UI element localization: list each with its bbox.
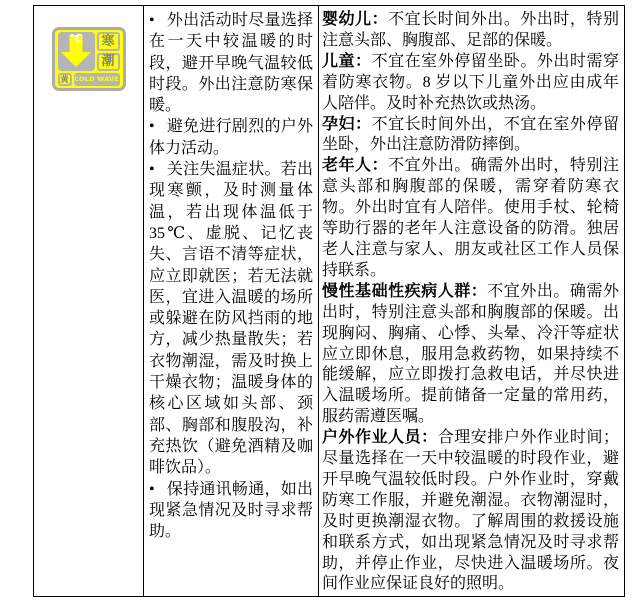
group-label: 孕妇： [322, 115, 372, 133]
cold-wave-english-label: COLD WAVE [74, 73, 120, 86]
bullet-marker: • [149, 12, 155, 29]
group-advice-pregnant-women [322, 115, 619, 157]
group-advice-cell [319, 6, 624, 596]
general-advice-text: 避免进行剧烈的户外体力活动。 [149, 118, 313, 157]
group-text: 不宜长时间外出。外出时，特别注意头部、胸腹部、足部的保暖。 [322, 11, 619, 49]
bullet-marker: • [149, 118, 155, 136]
icon-top-row [58, 32, 120, 71]
general-advice-bullet-3 [149, 159, 313, 478]
group-label: 婴幼儿： [322, 11, 389, 28]
celsius-symbol: ℃ [69, 32, 83, 45]
group-advice-elderly [322, 156, 619, 281]
hanzi-wave-char: 潮 [97, 53, 120, 72]
general-advice-cell [144, 6, 319, 596]
temperature-down-arrow-icon [58, 32, 95, 71]
group-label: 户外作业人员： [322, 429, 438, 447]
icon-hanzi-column [97, 32, 120, 71]
group-text: 合理安排户外作业时间；尽量选择在一天中较温暖的时段作业，避开早晚气温较低时段。户外作业时，穿戴防寒工作服，并避免潮湿。衣物潮湿时，及时更换潮湿衣物。了解周围的救援设施和联系方式，如出现紧急情况及时寻求帮助，并停止作业，尽快进入温暖场所。夜间作业应保证良好的照明。 [322, 429, 619, 593]
general-advice-bullet-1 [149, 10, 313, 116]
cold-wave-yellow-warning-icon [52, 27, 126, 91]
group-text: 不宜外出。确需外出时，特别注意头部和胸腹部的保暖。出现胸闷、胸痛、心悸、头晕、冷汗等症状应立即休息，服用急救药物，如果持续不能缓解，应立即拨打急救电话，并尽快进入温暖场所。提前储备一定量的常用药，服药需遵医嘱。 [322, 282, 619, 426]
general-advice-text: 保持通讯畅通，如出现紧急情况及时寻求帮助。 [149, 480, 313, 541]
general-advice-bullet-2 [149, 116, 313, 159]
bullet-marker: • [149, 161, 155, 179]
hanzi-cold-char: 寒 [97, 32, 120, 51]
group-label: 儿童： [322, 52, 372, 70]
group-text: 不宜长时间外出，不宜在室外停留坐卧，外出注意防滑防摔倒。 [322, 115, 619, 154]
group-text: 不宜在室外停留坐卧。外出时需穿着防寒衣物。8 岁以下儿童外出应由成年人陪伴。及时补充热饮或热汤。 [322, 52, 619, 112]
group-text: 不宜外出。确需外出时，特别注意头部和胸腹部的保暖，需穿着防寒衣物。外出时宜有人陪伴。使用手杖、轮椅等助行器的老年人注意设备的防滑。独居老人注意与家人、朋友或社区工作人员保持联系。 [322, 157, 619, 279]
general-advice-bullet-4 [149, 479, 313, 543]
icon-bottom-row [58, 73, 120, 86]
arrow-head [61, 52, 91, 67]
group-advice-infants [322, 10, 619, 52]
bullet-marker: • [149, 480, 155, 498]
group-advice-outdoor-workers [322, 428, 619, 595]
group-label: 慢性基础性疾病人群： [322, 282, 488, 300]
general-advice-text: 关注失温症状。若出现寒颤，及时测量体温，若出现体温低于 35℃、虚脱、记忆丧失、言语不清等症状，应立即就医；若无法就医，宜进入温暖的场所或躲避在防风挡雨的地方，减少热量散失；若衣物潮湿，需及时换上干燥衣物；温暖身体的核心区域如头部、颈部、胸部和腹股沟，补充热饮（避免酒精及咖啡饮品）。 [149, 161, 313, 477]
group-advice-chronic-disease [322, 282, 619, 428]
group-label: 老年人： [322, 157, 389, 175]
cold-wave-advice-table [33, 5, 625, 597]
alert-level-char: 黄 [58, 73, 72, 86]
group-advice-children [322, 52, 619, 115]
general-advice-text: 外出活动时尽量选择在一天中较温暖的时段，避开早晚气温较低时段。外出注意防寒保暖。 [149, 12, 313, 115]
icon-cell [34, 6, 144, 596]
